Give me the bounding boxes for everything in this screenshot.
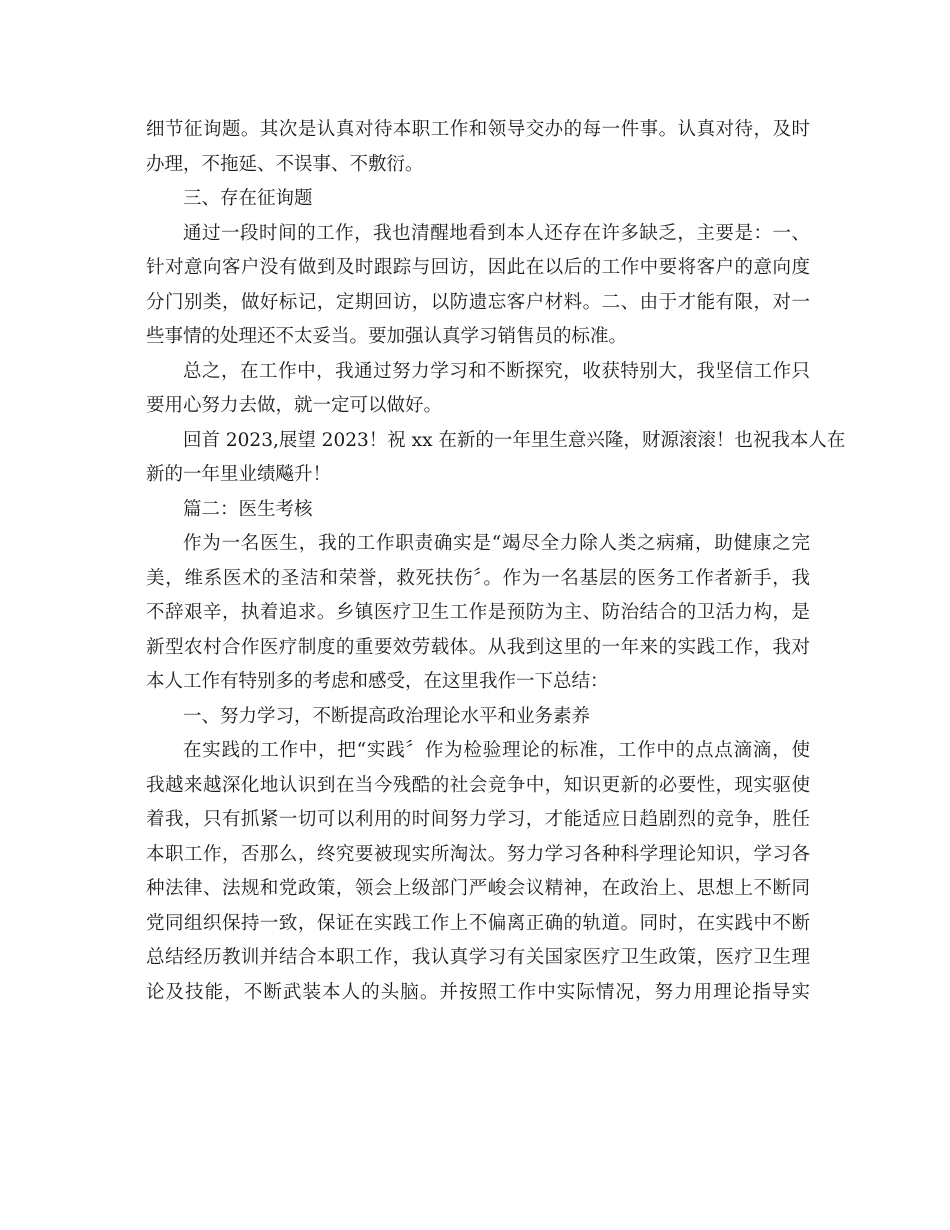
document-body bbox=[146, 113, 846, 1010]
text-line: 本人工作有特别多的考虑和感受，在这里我作一下总结： bbox=[146, 671, 609, 692]
text-line: 新型农村合作医疗制度的重要效劳载体。从我到这里的一年来的实践工作，我对 bbox=[146, 636, 810, 658]
section-heading: 三、存在征询题 bbox=[183, 188, 313, 209]
text-line: 分门别类，做好标记，定期回访，以防遗忘客户材料。二、由于才能有限，对一 bbox=[146, 291, 810, 313]
text-line: 些事情的处理还不太妥当。要加强认真学习销售员的标准。 bbox=[146, 326, 628, 347]
text-line: 针对意向客户没有做到及时跟踪与回访，因此在以后的工作中要将客户的意向度 bbox=[146, 257, 810, 278]
section-heading: 篇二：医生考核 bbox=[183, 498, 313, 520]
text-line: 总结经历教训并结合本职工作，我认真学习有关国家医疗卫生政策，医疗卫生理 bbox=[146, 947, 810, 968]
text-line: 作为一名医生，我的工作职责确实是“竭尽全力除人类之病痛，助健康之完 bbox=[183, 533, 810, 554]
text-line: 党同组织保持一致，保证在实践工作上不偏离正确的轨道。同时，在实践中不断 bbox=[146, 912, 810, 934]
text-line: 细节征询题。其次是认真对待本职工作和领导交办的每一件事。认真对待，及时 bbox=[146, 119, 810, 140]
text-line: 通过一段时间的工作，我也清醒地看到本人还存在许多缺乏，主要是：一、 bbox=[183, 222, 810, 244]
text-line: 新的一年里业绩飚升！ bbox=[146, 464, 332, 485]
text-line: 要用心努力去做，就一定可以做好。 bbox=[146, 395, 443, 416]
text-line: 美，维系医术的圣洁和荣誉，救死扶伤〞。作为一名基层的医务工作者新手，我 bbox=[146, 567, 810, 589]
text-line: 总之，在工作中，我通过努力学习和不断探究，收获特别大，我坚信工作只 bbox=[183, 360, 810, 382]
text-line: 办理，不拖延、不误事、不敷衍。 bbox=[146, 153, 424, 175]
text-line: 种法律、法规和党政策，领会上级部门严峻会议精神，在政治上、思想上不断同 bbox=[146, 878, 810, 899]
text-line: 本职工作，否那么，终究要被现实所淘汰。努力学习各种科学理论知识，学习各 bbox=[146, 843, 810, 865]
section-heading: 一、努力学习，不断提高政治理论水平和业务素养 bbox=[183, 705, 591, 727]
text-line: 着我，只有抓紧一切可以利用的时间努力学习，才能适应日趋剧烈的竞争，胜任 bbox=[146, 809, 810, 830]
text-line: 回首 2023,展望 2023！祝 xx 在新的一年里生意兴隆，财源滚滚！也祝我本人在 bbox=[183, 429, 846, 451]
text-line: 在实践的工作中，把“实践〞作为检验理论的标准，工作中的点点滴滴，使 bbox=[183, 740, 810, 761]
text-line: 不辞艰辛，执着追求。乡镇医疗卫生工作是预防为主、防治结合的卫活力构，是 bbox=[146, 602, 810, 623]
text-line: 论及技能，不断武装本人的头脑。并按照工作中实际情况，努力用理论指导实 bbox=[146, 981, 810, 1003]
text-line: 我越来越深化地认识到在当今残酷的社会竞争中，知识更新的必要性，现实驱使 bbox=[146, 774, 810, 796]
